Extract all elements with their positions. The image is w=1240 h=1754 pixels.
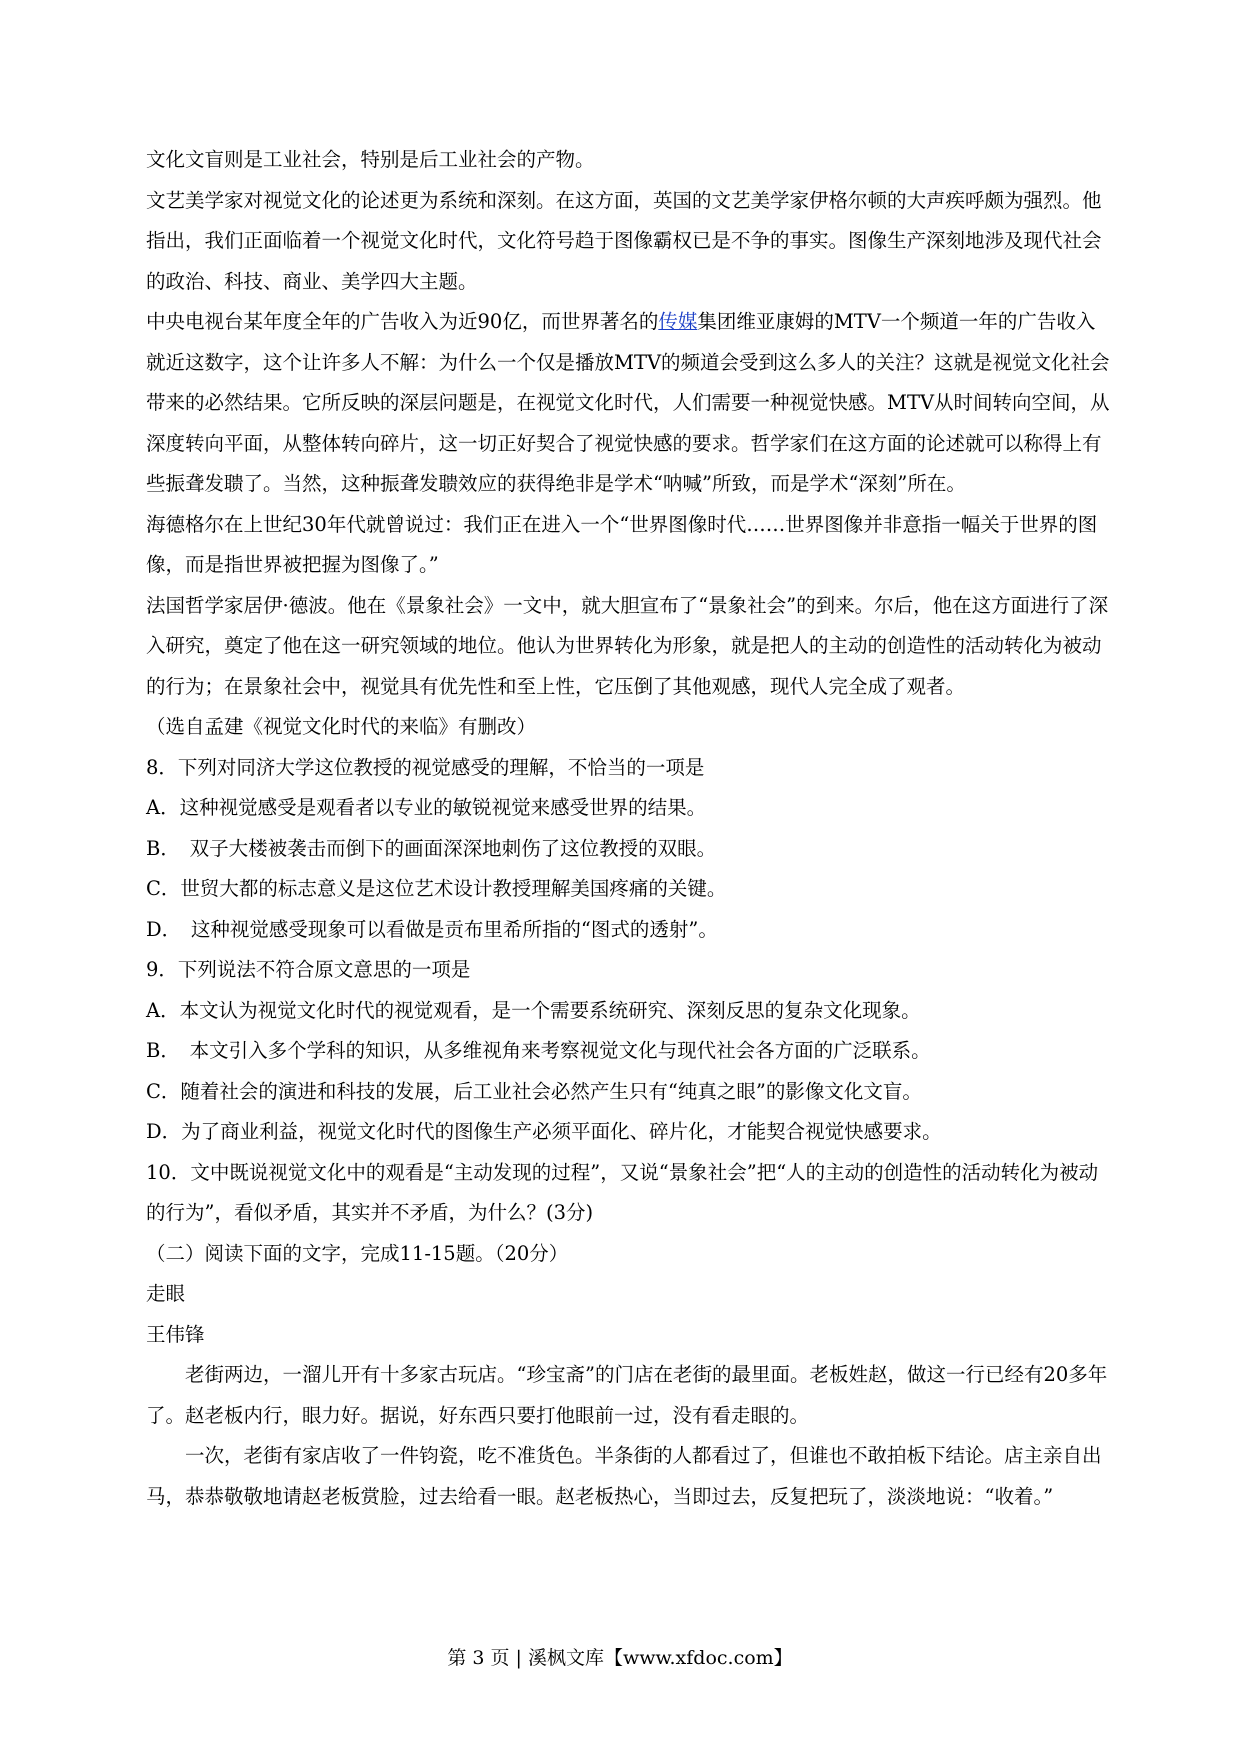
question-10: 10．文中既说视觉文化中的观看是“主动发现的过程”，又说“景象社会”把“人的主动的创造性的活动转化为被动的行为”，看似矛盾，其实并不矛盾，为什么？(3分) [146,1160,1099,1224]
story-paragraph: 一次，老街有家店收了一件钧瓷，吃不准货色。半条街的人都看过了，但谁也不敢拍板下结论。店主亲自出马，恭恭敬敬地请赵老板赏脸，过去给看一眼。赵老板热心，当即过去，反复把玩了，淡淡地说：“收着。” [146,1444,1102,1508]
section-heading: （二）阅读下面的文字，完成11-15题。（20分） [146,1241,569,1265]
paragraph [146,302,1110,505]
media-link[interactable]: 传媒 [658,310,698,333]
question-9-option-b: B． 本文引入多个学科的知识，从多维视角来考察视觉文化与现代社会各方面的广泛联系。 [146,1039,931,1062]
paragraph: 海德格尔在上世纪30年代就曾说过：我们正在进入一个“世界图像时代……世界图像并非意指一幅关于世界的图像，而是指世界被把握为图像了。” [146,512,1098,576]
question-8-stem: 8．下列对同济大学这位教授的视觉感受的理解，不恰当的一项是 [146,755,705,779]
question-8-option-d: D． 这种视觉感受现象可以看做是贡布里希所指的“图式的透射”。 [146,917,718,941]
story-title: 走眼 [146,1282,186,1305]
source-citation: （选自孟建《视觉文化时代的来临》有删改） [146,715,537,738]
paragraph: 文艺美学家对视觉文化的论述更为系统和深刻。在这方面，英国的文艺美学家伊格尔顿的大声疾呼颇为强烈。他指出，我们正面临着一个视觉文化时代，文化符号趋于图像霸权已是不争的事实。图像生产深刻地涉及现代社会的政治、科技、商业、美学四大主题。 [146,188,1102,293]
question-9-stem: 9．下列说法不符合原文意思的一项是 [146,958,471,981]
story-paragraph: 老街两边，一溜儿开有十多家古玩店。“珍宝斋”的门店在老街的最里面。老板姓赵，做这一行已经有20多年了。赵老板内行，眼力好。据说，好东西只要打他眼前一过，没有看走眼的。 [146,1363,1108,1427]
page-footer: 第 3 页 | 溪枫文库【www.xfdoc.com】 [447,1647,793,1669]
question-8-option-a: A．这种视觉感受是观看者以专业的敏锐视觉来感受世界的结果。 [146,796,707,819]
question-8-option-b: B． 双子大楼被袭击而倒下的画面深深地刺伤了这位教授的双眼。 [146,836,717,860]
document-body [146,140,1110,1517]
paragraph-text: 集团维亚康姆的MTV一个频道一年的广告收入就近这数字，这个让许多人不解：为什么一个仅是播放MTV的频道会受到这么多人的关注？这就是视觉文化社会带来的必然结果。它所反映的深层问题是，在视觉文化时代，人们需要一种视觉快感。MTV从时间转向空间，从深度转向平面，从整体转向碎片，这一切正好契合了视觉快感的要求。哲学家们在这方面的论述就可以称得上有些振聋发聩了。当然，这种振聋发聩效应的获得绝非是学术“呐喊”所致，而是学术“深刻”所在。 [146,310,1110,495]
question-9-option-c: C．随着社会的演进和科技的发展，后工业社会必然产生只有“纯真之眼”的影像文化文盲。 [146,1079,922,1103]
question-9-option-d: D．为了商业利益，视觉文化时代的图像生产必须平面化、碎片化，才能契合视觉快感要求。 [146,1120,942,1143]
paragraph: 法国哲学家居伊·德波。他在《景象社会》一文中，就大胆宣布了“景象社会”的到来。尔后，他在这方面进行了深入研究，奠定了他在这一研究领域的地位。他认为世界转化为形象，就是把人的主动的创造性的活动转化为被动的行为；在景象社会中，视觉具有优先性和至上性，它压倒了其他观感，现代人完全成了观者。 [146,593,1109,698]
paragraph-text: 中央电视台某年度全年的广告收入为近90亿，而世界著名的 [146,310,659,333]
story-author: 王伟锋 [146,1322,205,1346]
question-8-option-c: C．世贸大都的标志意义是这位艺术设计教授理解美国疼痛的关键。 [146,877,727,900]
question-9-option-a: A．本文认为视觉文化时代的视觉观看，是一个需要系统研究、深刻反思的复杂文化现象。 [146,998,921,1022]
paragraph: 文化文盲则是工业社会，特别是后工业社会的产物。 [146,148,595,171]
